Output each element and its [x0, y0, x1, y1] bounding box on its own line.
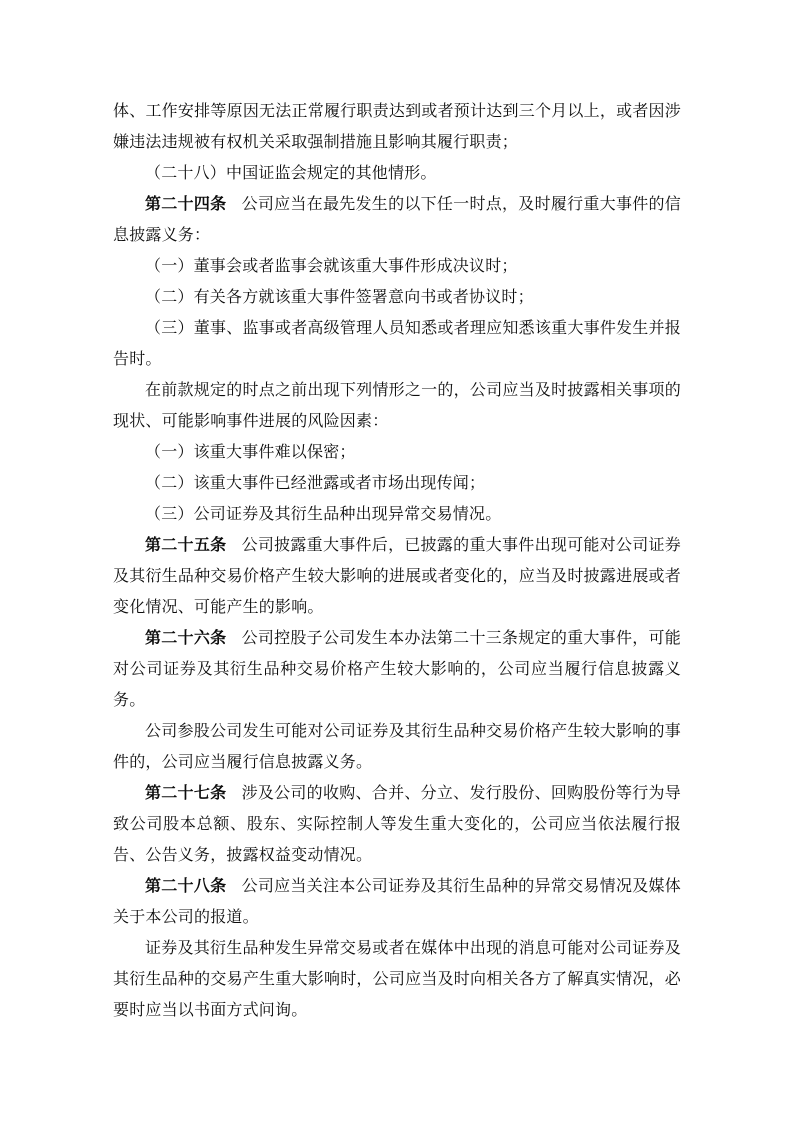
paragraph: [113, 375, 681, 437]
paragraph-text: 公司应当在最先发生的以下任一时点，及时履行重大事件的信息披露义务：: [113, 196, 681, 244]
paragraph-text: （二）有关各方就该重大事件签署意向书或者协议时；: [145, 289, 534, 306]
paragraph-text: 公司应当关注本公司证券及其衍生品种的异常交易情况及媒体关于本公司的报道。: [113, 878, 681, 926]
paragraph-article-28: [113, 871, 681, 933]
paragraph-text: 公司参股公司发生可能对公司证券及其衍生品种交易价格产生较大影响的事件的，公司应当履行信息披露义务。: [113, 723, 681, 771]
paragraph: [113, 716, 681, 778]
paragraph: [113, 933, 681, 1026]
paragraph-text: 证券及其衍生品种发生异常交易或者在媒体中出现的消息可能对公司证券及其衍生品种的交易产生重大影响时，公司应当及时向相关各方了解真实情况，必要时应当以书面方式问询。: [113, 940, 681, 1019]
paragraph-text: （二十八）中国证监会规定的其他情形。: [145, 165, 437, 182]
article-number: 第二十四条: [145, 196, 227, 213]
paragraph-text: 公司披露重大事件后，已披露的重大事件出现可能对公司证券及其衍生品种交易价格产生较大影响的进展或者变化的，应当及时披露进展或者变化情况、可能产生的影响。: [113, 537, 681, 616]
paragraph-article-25: [113, 530, 681, 623]
article-number: 第二十七条: [145, 785, 227, 802]
article-number: 第二十八条: [145, 878, 227, 895]
article-number: 第二十六条: [145, 630, 227, 647]
paragraph: [113, 437, 681, 468]
paragraph-text: （一）董事会或者监事会就该重大事件形成决议时；: [145, 258, 518, 275]
paragraph-text: 在前款规定的时点之前出现下列情形之一的，公司应当及时披露相关事项的现状、可能影响事件进展的风险因素：: [113, 382, 681, 430]
paragraph: [113, 282, 681, 313]
paragraph: [113, 96, 681, 158]
paragraph-text: 涉及公司的收购、合并、分立、发行股份、回购股份等行为导致公司股本总额、股东、实际控制人等发生重大变化的，公司应当依法履行报告、公告义务，披露权益变动情况。: [113, 785, 681, 864]
article-number: 第二十五条: [145, 537, 227, 554]
paragraph-text: （二）该重大事件已经泄露或者市场出现传闻；: [145, 475, 486, 492]
paragraph: [113, 313, 681, 375]
paragraph: [113, 158, 681, 189]
paragraph-article-26: [113, 623, 681, 716]
paragraph-text: （一）该重大事件难以保密；: [145, 444, 356, 461]
paragraph-text: 体、工作安排等原因无法正常履行职责达到或者预计达到三个月以上，或者因涉嫌违法违规被有权机关采取强制措施且影响其履行职责；: [113, 103, 681, 151]
paragraph-text: 公司控股子公司发生本办法第二十三条规定的重大事件，可能对公司证券及其衍生品种交易价格产生较大影响的，公司应当履行信息披露义务。: [113, 630, 681, 709]
paragraph: [113, 468, 681, 499]
paragraph-article-27: [113, 778, 681, 871]
paragraph-article-24: [113, 189, 681, 251]
paragraph-text: （三）董事、监事或者高级管理人员知悉或者理应知悉该重大事件发生并报告时。: [113, 320, 681, 368]
paragraph-text: （三）公司证券及其衍生品种出现异常交易情况。: [145, 506, 502, 523]
paragraph: [113, 251, 681, 282]
paragraph: [113, 499, 681, 530]
